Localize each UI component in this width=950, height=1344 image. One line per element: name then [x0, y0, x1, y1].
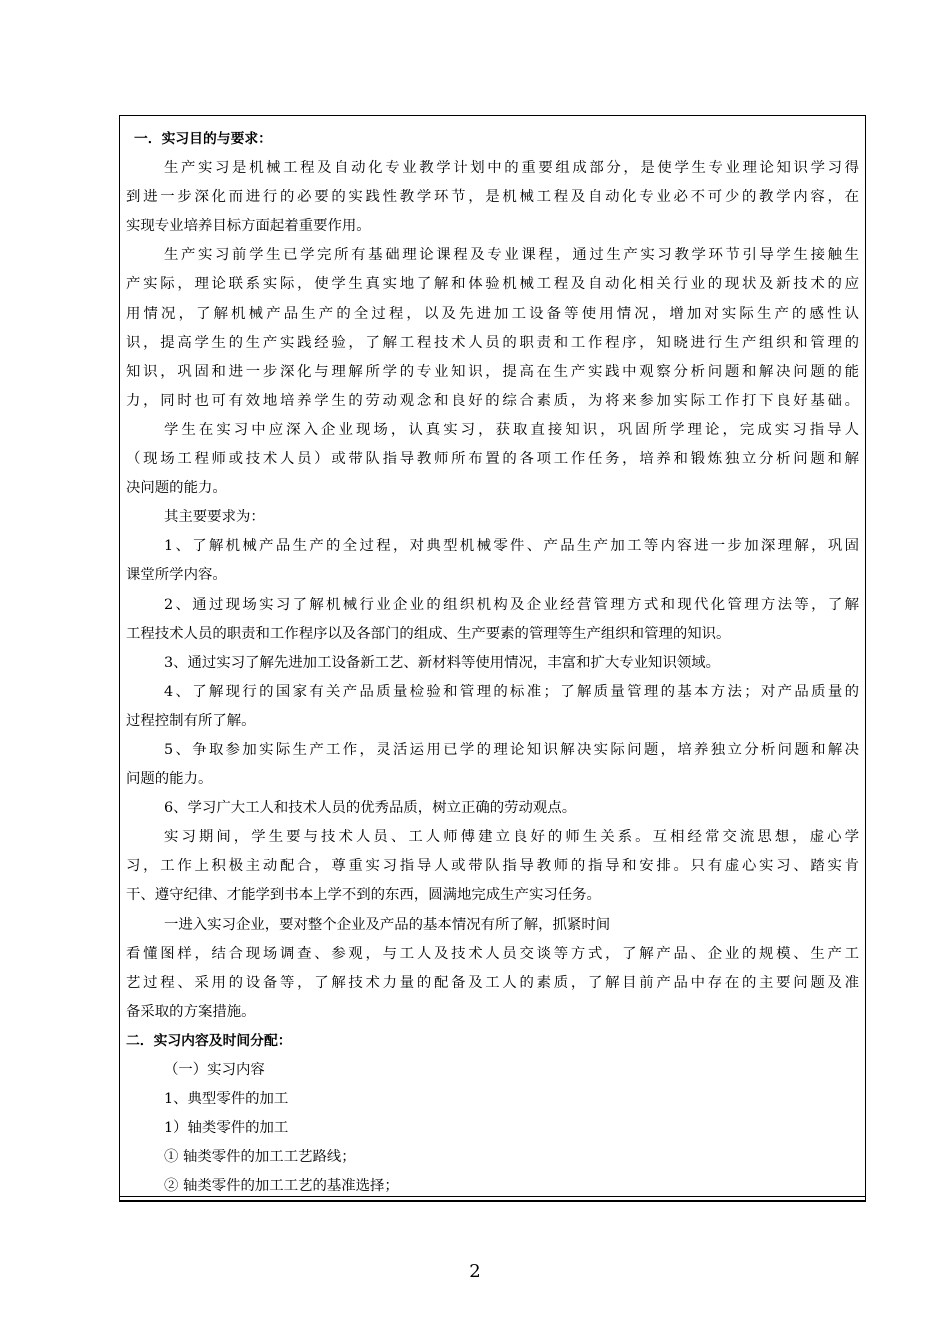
text-line: （现场工程师或技术人员）或带队指导教师所布置的各项工作任务，培养和锻炼独立分析问题和解 — [126, 451, 859, 468]
text-line: 决问题的能力。 — [126, 480, 227, 497]
text-line: 习，工作上积极主动配合，尊重实习指导人或带队指导教师的指导和安排。只有虚心实习、踏实肯 — [126, 858, 859, 875]
requirement-item-1 — [126, 532, 859, 590]
text-line: 产实际，理论联系实际，使学生真实地了解和体验机械工程及自动化相关行业的现状及新技术的应 — [126, 276, 859, 293]
page-number: 2 — [469, 1261, 481, 1282]
text-line: 实习期间，学生要与技术人员、工人师傅建立良好的师生关系。互相经常交流思想，虚心学 — [164, 829, 859, 846]
paragraph-requirements-intro — [126, 503, 859, 532]
text-line: 知识，巩固和进一步深化与理解所学的专业知识，提高在生产实践中观察分析问题和解决问题的能 — [126, 363, 859, 380]
text-line: 工程技术人员的职责和工作程序以及各部门的组成、生产要素的管理等生产组织和管理的知识。 — [126, 625, 731, 642]
text-line: 学生在实习中应深入企业现场，认真实习，获取直接知识，巩固所学理论，完成实习指导人 — [164, 421, 859, 438]
text-line: 课堂所学内容。 — [126, 567, 227, 584]
content-item-datum-selection: ② 轴类零件的加工工艺的基准选择； — [164, 1178, 399, 1195]
content-item-process-route: ① 轴类零件的加工工艺路线； — [164, 1149, 356, 1166]
requirement-item-6 — [126, 794, 859, 823]
text-line: 6、学习广大工人和技术人员的优秀品质，树立正确的劳动观点。 — [164, 800, 577, 817]
requirement-item-5 — [126, 736, 859, 794]
content-item-typical-parts: 1、典型零件的加工 — [164, 1091, 289, 1108]
text-line: 过程控制有所了解。 — [126, 712, 256, 729]
section-heading-content: 二．实习内容及时间分配： — [126, 1032, 292, 1049]
content-item-practice-content: （一）实习内容 — [164, 1062, 265, 1078]
text-line: 干、遵守纪律、才能学到书本上学不到的东西，圆满地完成生产实习任务。 — [126, 887, 601, 904]
content-table-frame — [119, 115, 866, 1202]
text-line: 生产实习前学生已学完所有基础理论课程及专业课程，通过生产实习教学环节引导学生接触生 — [164, 247, 859, 264]
paragraph-conduct — [126, 823, 859, 910]
text-line: 其主要要求为： — [164, 509, 265, 526]
text-line: 生产实习是机械工程及自动化专业教学计划中的重要组成部分，是使学生专业理论知识学习得 — [164, 160, 859, 177]
text-line: 3、通过实习了解先进加工设备新工艺、新材料等使用情况，丰富和扩大专业知识领域。 — [164, 654, 721, 671]
paragraph-onsite — [126, 416, 859, 503]
text-line: 5、争取参加实际生产工作，灵活运用已学的理论知识解决实际问题，培养独立分析问题和解决 — [164, 741, 859, 758]
text-line: 实现专业培养目标方面起着重要作用。 — [126, 218, 371, 235]
table-content — [126, 125, 859, 1201]
text-line: 力，同时也可有效地培养学生的劳动观念和良好的综合素质，为将来参加实际工作打下良好基础。 — [126, 392, 859, 409]
paragraph-background — [126, 241, 859, 416]
text-line: 4、了解现行的国家有关产品质量检验和管理的标准；了解质量管理的基本方法；对产品质量的 — [164, 683, 859, 700]
requirement-item-3 — [126, 649, 859, 678]
text-line: 一进入实习企业，要对整个企业及产品的基本情况有所了解，抓紧时间 — [164, 916, 611, 933]
text-line: 备采取的方案措施。 — [126, 1003, 256, 1020]
text-line: 识，提高学生的生产实践经验，了解工程技术人员的职责和工作程序，知晓进行生产组织和管理的 — [126, 334, 859, 351]
text-line: 到进一步深化而进行的必要的实践性教学环节，是机械工程及自动化专业必不可少的教学内容，在 — [126, 189, 859, 206]
text-line: 艺过程、采用的设备等，了解技术力量的配备及工人的素质，了解目前产品中存在的主要问题及准 — [126, 974, 859, 991]
text-line: 问题的能力。 — [126, 771, 213, 788]
requirement-item-2 — [126, 591, 859, 649]
section-heading-purpose: 一．实习目的与要求： — [134, 131, 272, 147]
text-line: 1、了解机械产品生产的全过程，对典型机械零件、产品生产加工等内容进一步加深理解，巩固 — [164, 538, 859, 555]
paragraph-entering-enterprise — [126, 911, 859, 1027]
content-item-shaft-parts: 1）轴类零件的加工 — [164, 1120, 289, 1137]
requirement-item-4 — [126, 678, 859, 736]
text-line: 用情况，了解机械产品生产的全过程，以及先进加工设备等使用情况，增加对实际生产的感性认 — [126, 305, 859, 322]
text-line: 2、通过现场实习了解机械行业企业的组织机构及企业经营管理方式和现代化管理方法等，了解 — [164, 596, 859, 613]
text-line: 看懂图样，结合现场调查、参观，与工人及技术人员交谈等方式，了解产品、企业的规模、生产工 — [126, 945, 859, 962]
paragraph-intro — [126, 154, 859, 241]
